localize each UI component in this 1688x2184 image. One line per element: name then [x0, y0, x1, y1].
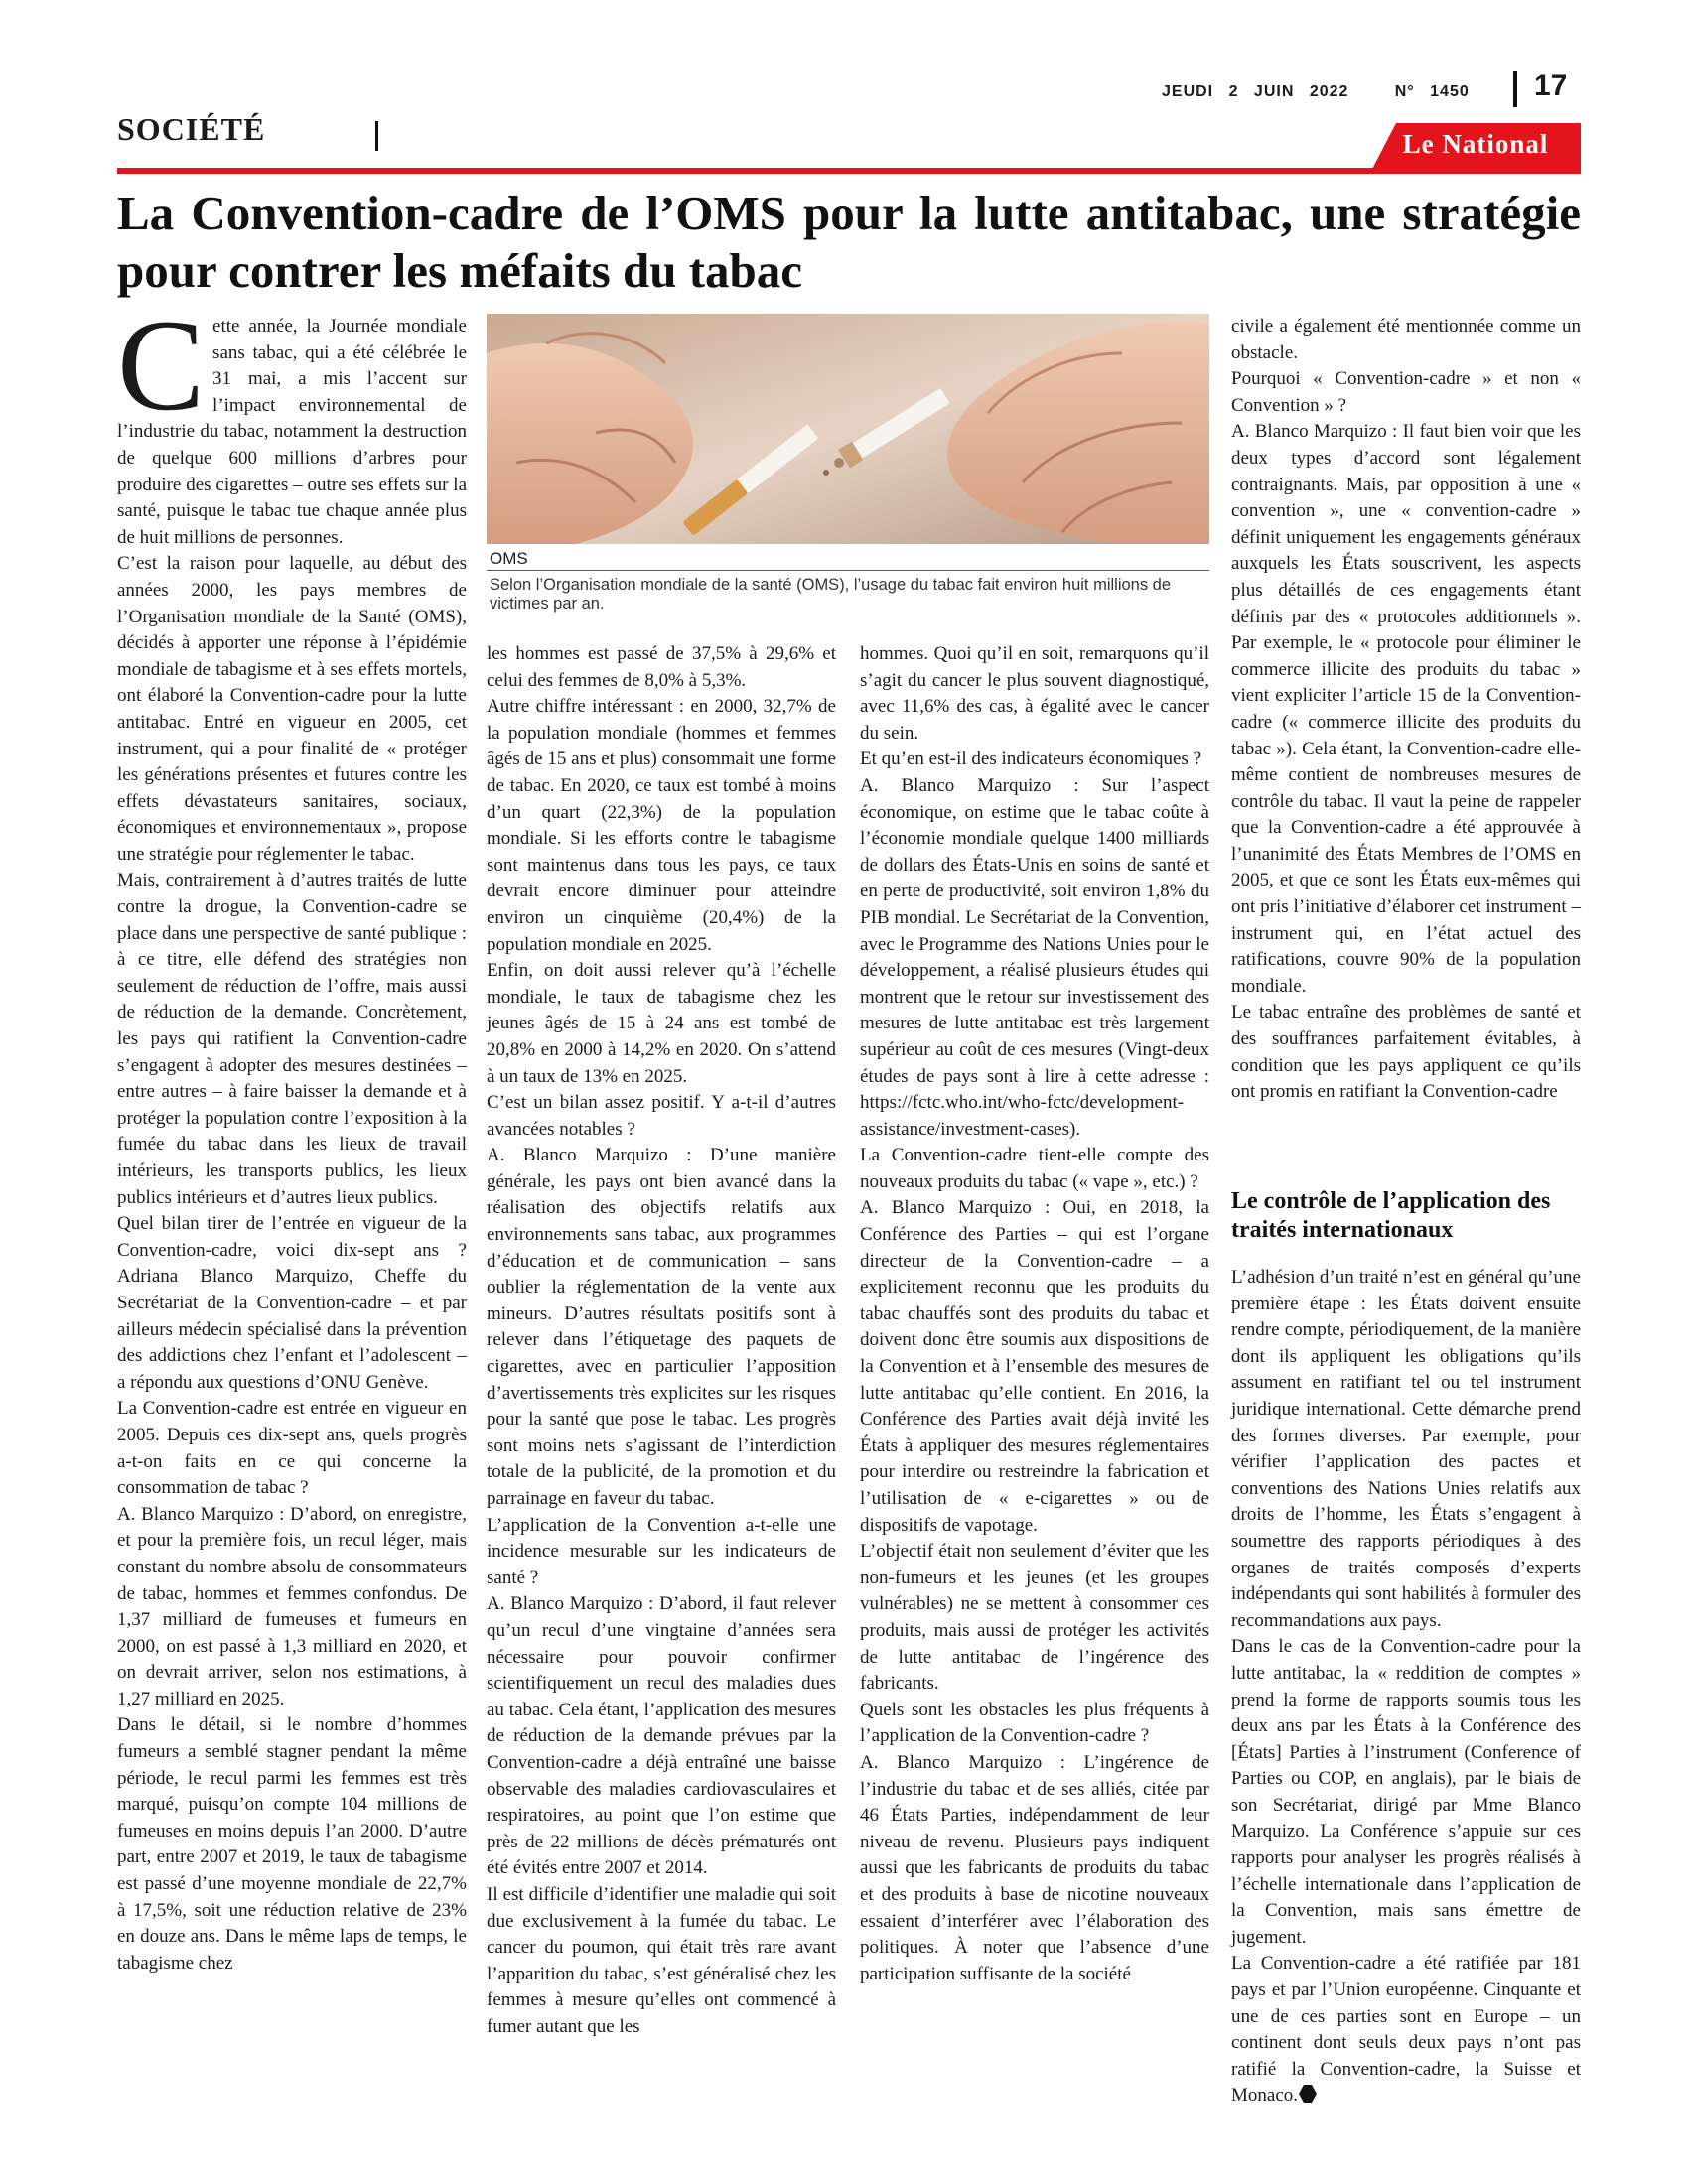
- issue-number: N° 1450: [1394, 83, 1470, 100]
- page-number: 17: [1534, 69, 1568, 102]
- paragraph: Dans le détail, si le nombre d’hommes fumeurs a semblé stagner pendant la même période, le recul parmi les femmes est très marqué, puisqu’on compte 104 millions de fumeuses en moins depuis l’an 2000. D’autre part, entre 2007 et 2019, le taux de tabagisme est passé d’une moyenne mondiale de 22,7% à 17,5%, soit une réduction relative de 23% en douze ans. Dans le même laps de temps, le tabagisme chez: [117, 1714, 467, 1974]
- drop-cap: C: [117, 292, 206, 438]
- question: La Convention-cadre tient-elle compte des nouveaux produits du tabac (« vape », etc.) ?: [860, 1145, 1209, 1192]
- paragraph: A. Blanco Marquizo : D’une manière générale, les pays ont bien avancé dans la réalisation des objectifs relatifs aux environnements sans tabac, aux programmes d’éducation et de communication – sans oublier la réglementation de la vente aux mineurs. D’autres résultats positifs sont à relever dans l’étiquetage des paquets de cigarettes, avec en particulier l’apposition d’avertissements très explicites sur les risques pour la santé que pose le tabac. Les progrès sont moins nets s’agissant de l’interdiction totale de la publicité, de la promotion et du parrainage en faveur du tabac.: [487, 1145, 836, 1509]
- question: L’application de la Convention a-t-elle une incidence mesurable sur les indicateurs de santé ?: [487, 1514, 836, 1588]
- paragraph: Quel bilan tirer de l’entrée en vigueur de la Convention-cadre, voici dix-sept ans ? Adriana Blanco Marquizo, Cheffe du Secrétariat de la Convention-cadre – et par ailleurs médecin spécialisé dans la prévention des addictions chez l’enfant et l’adolescent – a répondu aux questions d’ONU Genève.: [117, 1213, 467, 1393]
- paragraph: Mais, contrairement à d’autres traités de lutte contre la drogue, la Convention-cadre se place dans une perspective de santé publique : à ce titre, elle défend des stratégies non seulement de réduction de l’offre, mais aussi de réduction de la demande. Concrètement, les pays qui ratifient la Convention-cadre s’engagent à adopter des mesures destinées – entre autres – à faire baisser la demande et à protéger la population contre l’exposition à la fumée du tabac dans les lieux de travail intérieurs, les transports publics, les lieux publics intérieurs et d’autres lieux publics.: [117, 870, 467, 1208]
- article-title: La Convention-cadre de l’OMS pour la lutte antitabac, une stratégie pour contrer les méfaits du tabac: [117, 186, 1581, 298]
- paragraph: A. Blanco Marquizo : Sur l’aspect économique, on estime que le tabac coûte à l’économie mondiale quelque 1400 milliards de dollars des États-Unis en soins de santé et en perte de productivité, soit environ 1,8% du PIB mondial. Le Secrétariat de la Convention, avec le Programme des Nations Unies pour le développement, a réalisé plusieurs études qui montrent que le retour sur investissement des mesures de lutte antitabac est très largement supérieur au coût de ces mesures (Vingt-deux études de pays sont à lire à cette adresse : https://fctc.who.int/who-fctc/development-assistance/investment-cases).: [860, 774, 1209, 1140]
- paragraph: C’est la raison pour laquelle, au début des années 2000, les pays membres de l’Organisation mondiale de la Santé (OMS), décidés à apporter une réponse à l’épidémie mondiale de tabagisme et à ses effets mortels, ont élaboré la Convention-cadre pour la lutte antitabac. Entré en vigueur en 2005, cet instrument, qui a pour finalité de « protéger les générations présentes et futures contre les effets dévastateurs sanitaires, sociaux, économiques et environnementaux », propose une stratégie pour réglementer le tabac.: [117, 553, 467, 865]
- photo-caption: Selon l’Organisation mondiale de la santé (OMS), l’usage du tabac fait environ huit millions de victimes par an.: [490, 576, 1172, 613]
- paragraph: L’objectif était non seulement d’éviter que les non-fumeurs et les jeunes (et les groupes vulnérables) ne se mettent à consommer ces produits, mais aussi de protéger les activités de lutte antitabac de l’ingérence des fabricants.: [860, 1541, 1209, 1695]
- paragraph: Il est difficile d’identifier une maladie qui soit due exclusivement à la fumée du tabac. Le cancer du poumon, qui était très rare avant l’apparition du tabac, s’est généralisé chez les femmes à mesure qu’elles ont commencé à fumer autant que les: [487, 1883, 836, 2037]
- paragraph: Autre chiffre intéressant : en 2000, 32,7% de la population mondiale (hommes et femmes âgés de 15 ans et plus) consommait une forme de tabac. En 2020, ce taux est tombé à moins d’un quart (22,3%) de la population mondiale. Si les efforts contre le tabagisme sont maintenus dans tous les pays, ce taux devrait encore diminuer pour atteindre environ un cinquième (20,4%) de la population mondiale en 2025.: [487, 696, 836, 955]
- article-column-1: [117, 292, 467, 1977]
- article-photo: [487, 314, 1209, 544]
- caption-divider: [487, 570, 1209, 571]
- paragraph: A. Blanco Marquizo : L’ingérence de l’industrie du tabac et de ses alliés, citée par 46 États Parties, indépendamment de leur niveau de revenu. Plusieurs pays indiquent aussi que les fabricants de produits du tabac et des produits à base de nicotine nouveaux essaient d’interférer avec l’élaboration des politiques. À noter que l’absence d’une participation suffisante de la société: [860, 1751, 1209, 1984]
- section-label: SOCIÉTÉ: [117, 111, 266, 147]
- question: Et qu’en est-il des indicateurs économiques ?: [860, 749, 1202, 770]
- paragraph: les hommes est passé de 37,5% à 29,6% et celui des femmes de 8,0% à 5,3%.: [487, 643, 836, 691]
- question: Pourquoi « Convention-cadre » et non « Convention » ?: [1231, 368, 1581, 416]
- paragraph: A. Blanco Marquizo : D’abord, il faut relever qu’un recul d’une vingtaine d’années sera nécessaire pour pouvoir confirmer scientifiquement un recul des maladies dues au tabac. Cela étant, l’application des mesures de réduction de la demande prévues par la Convention-cadre a déjà entraîné une baisse observable des maladies cardiovasculaires et respiratoires, au point que l’on estime que près de 22 millions de décès prématurés ont été évités entre 2007 et 2014.: [487, 1593, 836, 1879]
- paragraph: Dans le cas de la Convention-cadre pour la lutte antitabac, la « reddition de comptes » prend la forme de rapports soumis tous les deux ans par les États à la Conférence des [États] Parties à l’instrument (Conference of Parties ou COP, en anglais), par le biais de son Secrétariat, dirigé par Mme Blanco Marquizo. La Conférence s’appuie sur ces rapports pour analyser les progrès réalisés à l’échelle internationale dans l’application de la Convention, mais sans émettre de jugement.: [1231, 1636, 1581, 1948]
- question: La Convention-cadre est entrée en vigueur en 2005. Depuis ces dix-sept ans, quels progrès a-t-on faits en ce qui concerne la consommation de tabac ?: [117, 1398, 467, 1499]
- article-column-2: [487, 641, 836, 2040]
- header-divider: [1513, 71, 1517, 107]
- paragraph: La Convention-cadre a été ratifiée par 181 pays et par l’Union européenne. Cinquante et une de ces parties sont en Europe – un continent dont seuls deux pays n’ont pas ratifié la Convention-cadre, la Suisse et Monaco.: [1231, 1953, 1581, 2107]
- paragraph: L’adhésion d’un traité n’est en général qu’une première étape : les États doivent ensuite rendre compte, périodiquement, de la manière dont ils appliquent les obligations qu’ils assument en ratifiant tel ou tel instrument juridique international. Cette démarche prend des formes diverses. Par exemple, pour vérifier l’application des pactes et conventions des Nations Unies relatifs aux droits de l’homme, les États s’engagent à soumettre des rapports périodiques à des organes de traités composés d’experts indépendants qui sont habilités à formuler des recommandations aux pays.: [1231, 1267, 1581, 1631]
- question: C’est un bilan assez positif. Y a-t-il d’autres avancées notables ?: [487, 1092, 836, 1140]
- hands-breaking-cigarette-image: [487, 314, 1209, 544]
- article-column-4-continued: [1231, 1265, 1581, 2110]
- paragraph: Enfin, on doit aussi relever qu’à l’échelle mondiale, le taux de tabagisme chez les jeunes âgés de 15 à 24 ans est tombé de 20,8% en 2000 à 14,2% en 2020. On s’attend à un taux de 13% en 2025.: [487, 960, 836, 1087]
- paragraph: Cette année, la Journée mondiale sans tabac, qui a été célébrée le 31 mai, a mis l’accent sur l’impact environnemental de l’industrie du tabac, notamment la destruction de quelque 600 millions d’arbres pour produire des cigarettes – outre ses effets sur la santé, puisque le tabac tue chaque année plus de huit millions de personnes.: [117, 292, 467, 548]
- header-rule: [117, 168, 1581, 174]
- subheading: Le contrôle de l’application des traités internationaux: [1231, 1188, 1551, 1243]
- issue-date: JEUDI 2 JUIN 2022 N° 1450: [1162, 83, 1470, 100]
- brand-name: Le National: [1402, 129, 1549, 159]
- paragraph: A. Blanco Marquizo : Il faut bien voir que les deux types d’accord sont légalement contraignants. Mais, par opposition à une « convention », une « convention-cadre » définit uniquement les engagements généraux auxquels les États souscrivent, les aspects plus détaillés de ces engagements étant définis par des « protocoles additionnels ». Par exemple, le « protocole pour éliminer le commerce illicite des produits du tabac » vient expliciter l’article 15 de la Convention-cadre (« commerce illicite des produits du tabac »). Cela étant, la Convention-cadre elle-même contient de nombreuses mesures de contrôle du tabac. Il vaut la peine de rappeler que la Convention-cadre a été approuvée à l’unanimité des États Membres de l’OMS en 2005, et que ce sont les États eux-mêmes qui ont pris l’initiative d’élaborer cet instrument – instrument qui, en l’état actuel des ratifications, couvre 90% de la population mondiale.: [1231, 421, 1581, 997]
- paragraph: A. Blanco Marquizo : Oui, en 2018, la Conférence des Parties – qui est l’organe directeur de la Convention-cadre – a explicitement reconnu que les produits du tabac chauffés sont des produits du tabac et doivent donc être soumis aux dispositions de la Convention et à l’ensemble des mesures de lutte antitabac qu’elle contient. En 2016, la Conférence des Parties avait déjà invité les États à appliquer des mesures réglementaires pour interdire ou restreindre la fabrication et l’utilisation de « e-cigarettes » ou de dispositifs de vapotage.: [860, 1197, 1209, 1536]
- paragraph: A. Blanco Marquizo : D’abord, on enregistre, et pour la première fois, un recul léger, mais constant du nombre absolu de consommateurs de tabac, hommes et femmes confondus. De 1,37 milliard de fumeuses et fumeurs en 2000, on est passé à 1,3 milliard en 2020, et on devrait arriver, selon nos estimations, à 1,27 milliard en 2025.: [117, 1503, 467, 1709]
- article-column-3: [860, 641, 1209, 1987]
- section-divider: [375, 121, 378, 151]
- paragraph: civile a également été mentionnée comme un obstacle.: [1231, 316, 1581, 363]
- question: Quels sont les obstacles les plus fréquents à l’application de la Convention-cadre ?: [860, 1699, 1209, 1747]
- article-column-4: [1231, 314, 1581, 1106]
- paragraph: hommes. Quoi qu’il en soit, remarquons qu’il s’agit du cancer le plus souvent diagnostiqué, avec 11,6% des cas, à égalité avec le cancer du sein.: [860, 643, 1209, 744]
- end-of-article-icon: [1298, 2084, 1318, 2104]
- paragraph: Le tabac entraîne des problèmes de santé et des souffrances parfaitement évitables, à condition que les pays appliquent ce qu’ils ont promis en ratifiant la Convention-cadre: [1231, 1002, 1581, 1103]
- photo-credit: OMS: [490, 549, 528, 568]
